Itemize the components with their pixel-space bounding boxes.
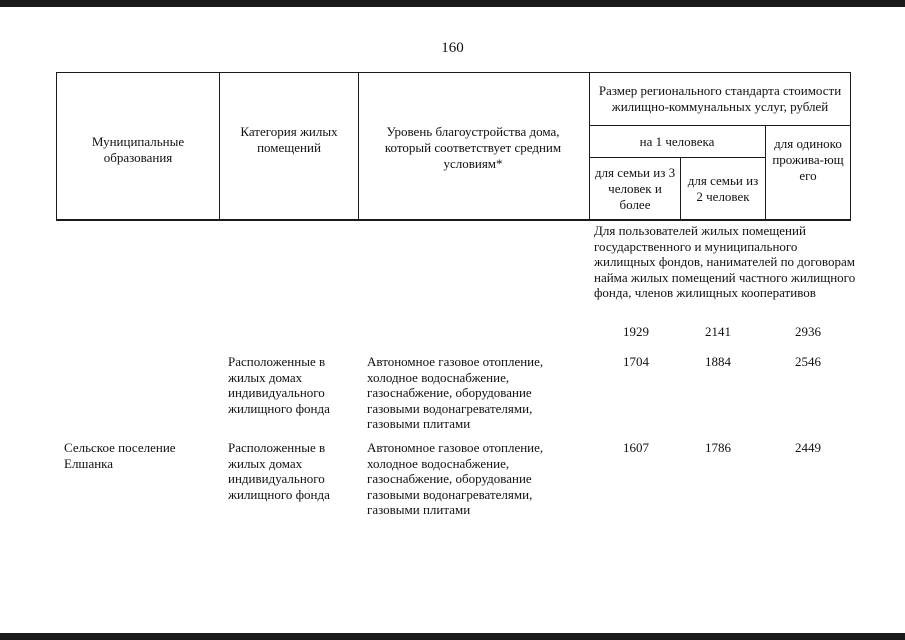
municipality-cell: Сельское поселение Елшанка: [64, 440, 176, 471]
level-cell: Автономное газовое отопление, холодное водоснабжение, газоснабжение, оборудование газовыми водонагревателями, газовыми плитами: [367, 354, 544, 431]
value-family-2: 2141: [705, 324, 731, 339]
value-family-3: 1929: [623, 324, 649, 339]
header-family-3: для семьи из 3 человек и более: [594, 165, 676, 212]
header-level: Уровень благоустройства дома, который соответствует средним условиям*: [384, 124, 562, 171]
header-category: Категория жилых помещений: [240, 124, 338, 155]
page-number: 160: [441, 40, 464, 56]
value-single: 2936: [795, 324, 821, 339]
value-family-2: 1884: [705, 354, 731, 369]
header-family-2: для семьи из 2 человек: [687, 173, 759, 204]
value-family-2: 1786: [705, 440, 731, 455]
value-single: 2449: [795, 440, 821, 455]
section-note: Для пользователей жилых помещений государственного и муниципального жилищных фондов, нанимателей по договорам найма жилых помещений частного жилищного фонда, членов жилищных кооперативов: [594, 223, 856, 301]
bottom-border-bar: [0, 633, 905, 640]
value-single: 2546: [795, 354, 821, 369]
header-municipality: Муниципальные образования: [91, 134, 185, 165]
category-cell: Расположенные в жилых домах индивидуального жилищного фонда: [228, 440, 330, 502]
level-cell: Автономное газовое отопление, холодное водоснабжение, газоснабжение, оборудование газовыми водонагревателями, газовыми плитами: [367, 440, 544, 517]
top-border-bar: [0, 0, 905, 7]
header-single: для одиноко прожива-ющего: [772, 136, 844, 183]
value-family-3: 1704: [623, 354, 649, 369]
header-per-person: на 1 человека: [639, 134, 715, 149]
value-family-3: 1607: [623, 440, 649, 455]
category-cell: Расположенные в жилых домах индивидуального жилищного фонда: [228, 354, 330, 416]
header-standard: Размер регионального стандарта стоимости жилищно-коммунальных услуг, рублей: [598, 83, 842, 114]
